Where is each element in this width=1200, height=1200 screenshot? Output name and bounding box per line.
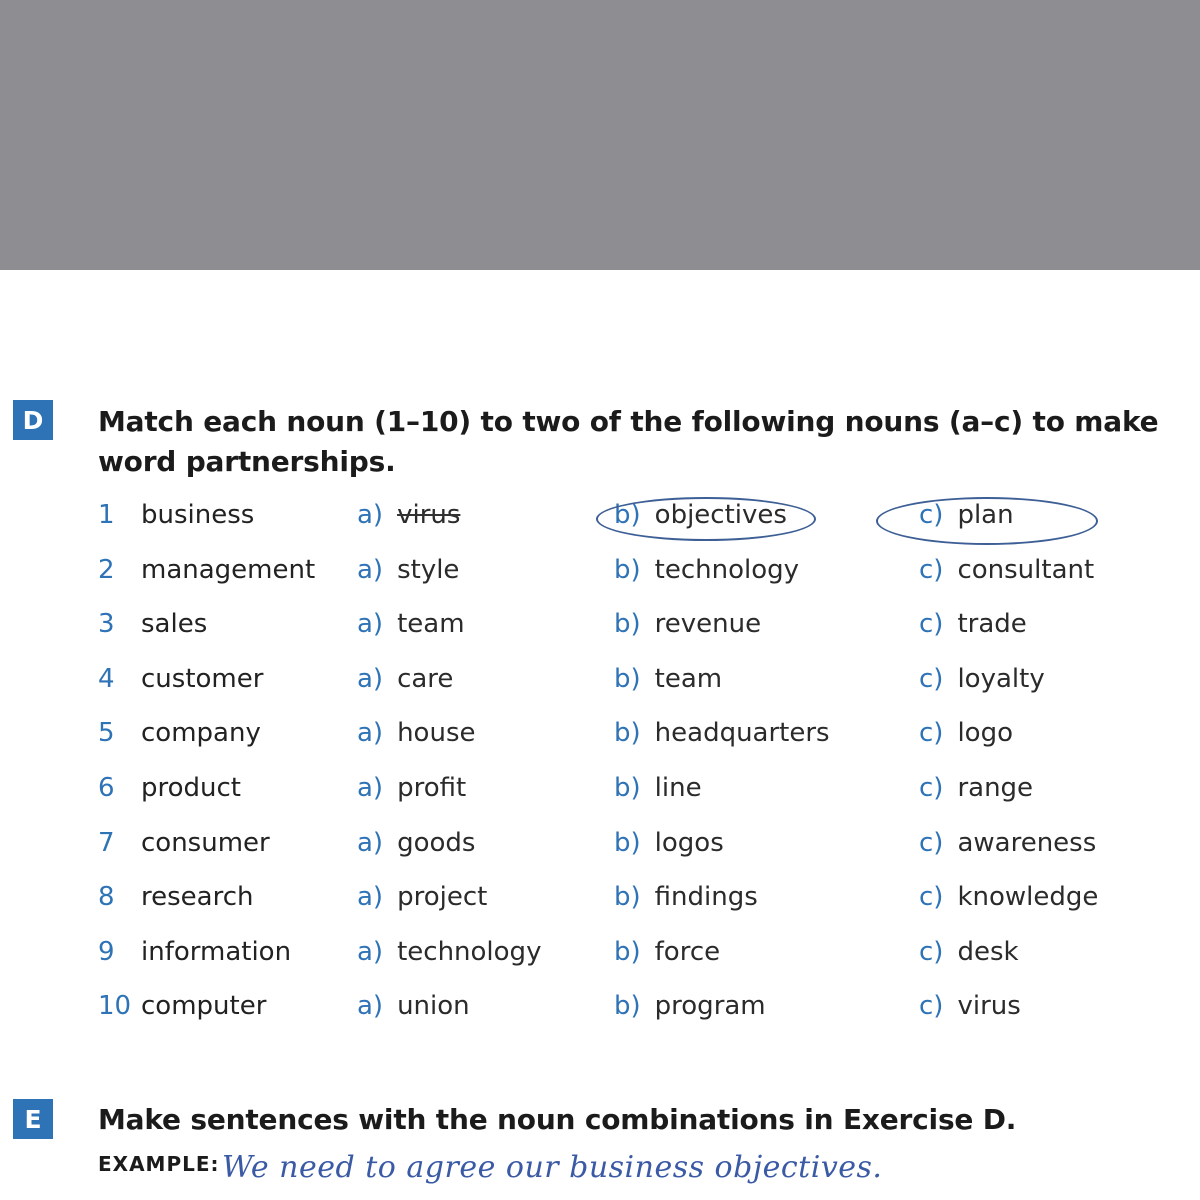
option-letter: a): [357, 718, 384, 749]
option-word: technology: [397, 936, 542, 967]
option-b[interactable]: [614, 718, 830, 748]
option-word: program: [654, 991, 766, 1022]
option-letter: a): [357, 773, 384, 803]
option-word: loyalty: [957, 663, 1045, 694]
option-a[interactable]: [357, 555, 459, 585]
row-number: 10: [98, 991, 132, 1022]
option-letter: a): [357, 882, 384, 913]
exercise-row: [0, 609, 1200, 649]
row-number: 5: [98, 718, 115, 749]
example-label: EXAMPLE:: [98, 1152, 220, 1176]
exercise-row: [0, 773, 1200, 813]
option-a[interactable]: [357, 828, 475, 858]
row-noun: customer: [141, 663, 264, 694]
option-letter: b): [614, 554, 641, 585]
option-word-struck-through: virus: [397, 500, 461, 530]
option-b[interactable]: [614, 828, 724, 858]
option-letter: a): [357, 827, 384, 858]
option-letter: a): [357, 609, 384, 640]
row-noun: consumer: [141, 827, 270, 858]
handdrawn-circle-objectives: [596, 497, 816, 541]
option-letter: b): [614, 500, 641, 530]
option-letter: a): [357, 991, 384, 1022]
section-e-badge: E: [13, 1099, 53, 1139]
option-word: desk: [957, 936, 1019, 967]
row-number: 4: [98, 663, 115, 694]
option-letter: a): [357, 936, 384, 967]
option-word: team: [397, 609, 465, 640]
option-word: revenue: [654, 609, 762, 640]
row-noun: computer: [141, 991, 267, 1022]
row-noun: sales: [141, 609, 208, 640]
option-a[interactable]: [357, 664, 453, 694]
option-a[interactable]: [357, 991, 470, 1021]
option-word: union: [397, 991, 470, 1022]
option-letter: b): [614, 991, 641, 1022]
exercise-row: [0, 664, 1200, 704]
option-a[interactable]: [357, 937, 541, 967]
option-c[interactable]: [919, 937, 1019, 967]
row-number: 6: [98, 773, 115, 803]
option-letter: b): [614, 773, 641, 803]
option-word: trade: [957, 609, 1027, 640]
option-letter: c): [919, 936, 944, 967]
section-e-instruction: Make sentences with the noun combinations in Exercise D.: [98, 1103, 1017, 1136]
option-a[interactable]: [357, 609, 465, 639]
row-noun: product: [141, 773, 242, 803]
option-letter: c): [919, 882, 944, 913]
section-d-badge: D: [13, 400, 53, 440]
exercise-row: [0, 555, 1200, 595]
option-c[interactable]: [919, 555, 1094, 585]
option-a[interactable]: [357, 718, 475, 748]
option-letter: c): [919, 500, 944, 530]
option-letter: c): [919, 718, 944, 749]
option-word: technology: [654, 554, 800, 585]
option-word: logo: [957, 718, 1013, 749]
row-number: 2: [98, 554, 115, 585]
row-noun: company: [141, 718, 261, 749]
row-noun: research: [141, 882, 254, 913]
handdrawn-circle-plan: [876, 497, 1098, 545]
option-letter: c): [919, 773, 944, 803]
option-word: consultant: [957, 554, 1095, 585]
option-word: style: [397, 554, 460, 585]
option-c[interactable]: [919, 882, 1098, 912]
option-word: objectives: [654, 500, 787, 530]
option-word: force: [654, 936, 721, 967]
option-letter: b): [614, 609, 641, 640]
option-letter: c): [919, 827, 944, 858]
row-noun: information: [141, 936, 292, 967]
option-word: profit: [397, 773, 467, 803]
option-b[interactable]: [614, 773, 702, 803]
option-c[interactable]: [919, 991, 1021, 1021]
option-word: range: [957, 773, 1034, 803]
option-letter: b): [614, 718, 641, 749]
option-letter: c): [919, 991, 944, 1022]
option-word: team: [654, 663, 723, 694]
option-letter: c): [919, 609, 944, 640]
option-word: headquarters: [654, 718, 830, 749]
option-letter: c): [919, 663, 944, 694]
option-word: findings: [654, 882, 758, 913]
option-letter: b): [614, 936, 641, 967]
exercise-row: [0, 937, 1200, 977]
exercise-row: [0, 718, 1200, 758]
option-letter: a): [357, 663, 384, 694]
option-b[interactable]: [614, 664, 722, 694]
option-c[interactable]: [919, 828, 1096, 858]
exercise-row: [0, 991, 1200, 1031]
option-b[interactable]: [614, 882, 758, 912]
option-word: plan: [957, 500, 1014, 530]
option-c[interactable]: [919, 664, 1045, 694]
exercise-row: [0, 882, 1200, 922]
option-letter: a): [357, 554, 384, 585]
option-word: care: [397, 663, 454, 694]
option-b[interactable]: [614, 609, 761, 639]
option-letter: a): [357, 500, 384, 530]
option-word: virus: [957, 991, 1021, 1022]
option-letter: b): [614, 882, 641, 913]
option-c[interactable]: [919, 718, 1013, 748]
option-c[interactable]: [919, 609, 1027, 639]
option-b[interactable]: [614, 937, 720, 967]
section-d-instruction: Match each noun (1–10) to two of the following nouns (a–c) to make word partnerships.: [98, 405, 1159, 478]
row-noun: business: [141, 500, 255, 530]
option-b[interactable]: [614, 555, 799, 585]
row-number: 1: [98, 500, 115, 530]
option-b[interactable]: [614, 991, 766, 1021]
option-letter: b): [614, 827, 641, 858]
row-number: 7: [98, 827, 115, 858]
row-number: 9: [98, 936, 115, 967]
option-letter: b): [614, 663, 641, 694]
option-a[interactable]: [357, 773, 466, 803]
option-word: logos: [654, 827, 724, 858]
exercise-row: [0, 828, 1200, 868]
option-word: awareness: [957, 827, 1097, 858]
option-a[interactable]: [357, 882, 487, 912]
option-word: knowledge: [957, 882, 1099, 913]
option-c[interactable]: [919, 773, 1033, 803]
top-grey-band: [0, 0, 1200, 270]
handwritten-example-sentence: We need to agree our business objectives.: [222, 1150, 883, 1185]
row-number: 8: [98, 882, 115, 913]
option-word: project: [397, 882, 488, 913]
option-word: line: [654, 773, 702, 803]
option-letter: c): [919, 554, 944, 585]
row-number: 3: [98, 609, 115, 640]
option-a[interactable]: [357, 500, 460, 530]
row-noun: management: [141, 554, 316, 585]
option-word: goods: [397, 827, 476, 858]
option-word: house: [397, 718, 476, 749]
